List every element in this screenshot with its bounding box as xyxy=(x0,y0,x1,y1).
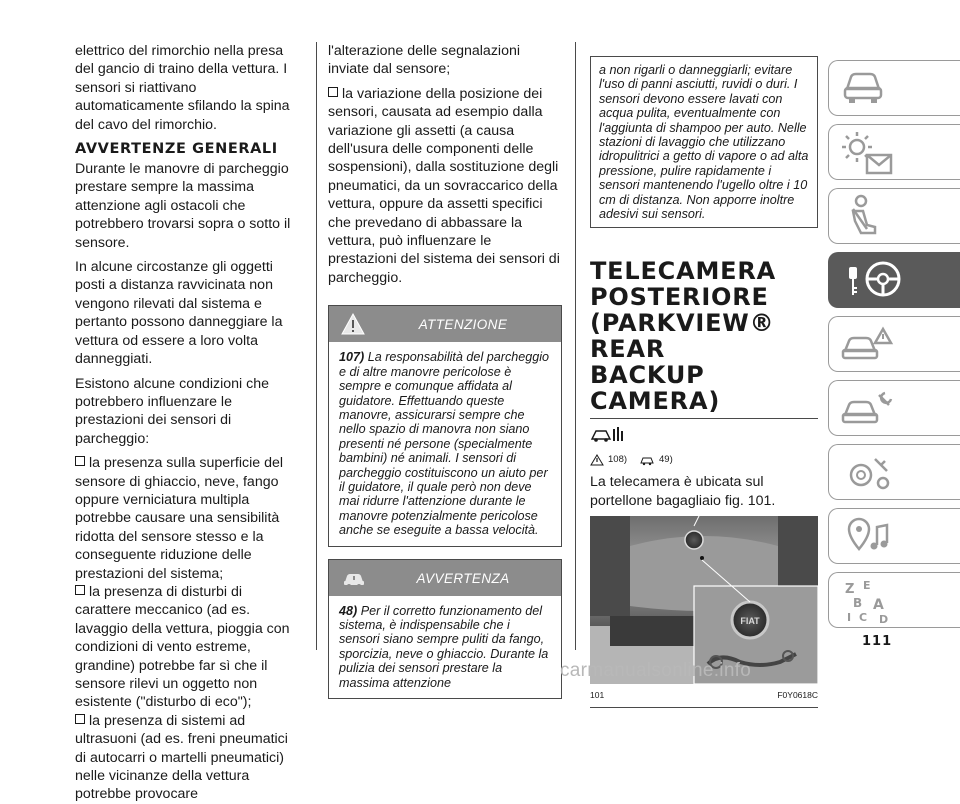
reference-number: 49) xyxy=(659,453,673,465)
figure-code: F0Y0618C xyxy=(777,690,818,701)
rear-camera-symbol-icon xyxy=(590,425,624,443)
attenzione-body xyxy=(329,342,561,545)
svg-text:B: B xyxy=(853,596,863,610)
attenzione-box xyxy=(328,305,562,546)
svg-text:I: I xyxy=(847,611,852,624)
attenzione-number: 107) xyxy=(339,350,365,365)
title-rule xyxy=(590,418,818,419)
page-number: 111 xyxy=(862,634,893,649)
bullet-text: la presenza di sistemi ad ultrasuoni (ad es. freni pneumatici di autocarri o martelli pneumatici) nelle vicinanze della vettura potrebbe provocare xyxy=(75,712,288,803)
section-heading-avvertenze: AVVERTENZE GENERALI xyxy=(75,141,278,158)
fiat-badge-text: FIAT xyxy=(740,616,760,627)
car-wrench-icon xyxy=(839,385,895,433)
bullet-text: la presenza di disturbi di carattere meccanico (ad es. lavaggio della vettura, pioggia con condizioni di vento estreme, grandine) potrebbe far sì che il sensore rilevi un oggetto non esistente ("disturbo di eco"); xyxy=(75,583,290,711)
section-title-telecamera xyxy=(590,258,818,414)
tab-safety[interactable] xyxy=(828,188,960,244)
navigation-music-icon xyxy=(839,513,895,561)
reference-number: 108) xyxy=(608,453,628,465)
car-crash-icon xyxy=(839,321,895,369)
watermark: carmanualsonline.info xyxy=(560,660,752,681)
bullet-item xyxy=(328,85,562,287)
continued-text: l'alterazione delle segnalazioni inviate dal sensore; xyxy=(328,43,521,78)
checkbox-bullet-icon xyxy=(328,87,338,97)
rear-tailgate-photo xyxy=(590,516,818,684)
tab-emergency[interactable] xyxy=(828,316,960,372)
tab-maintenance[interactable] xyxy=(828,380,960,436)
attenzione-title: ATTENZIONE xyxy=(418,317,508,333)
tab-dashboard[interactable] xyxy=(828,60,960,116)
attenzione-text: La responsabilità del parcheggio e di altre manovre pericolose è sempre e comunque affidata al guidatore. Effettuando queste manovre, assicurarsi sempre che nello spazio di manovra non siano presenti né persone (specialmente bambini) né animali. I sensori di parcheggio costituiscono un aiuto per il guidatore, il quale però non deve mai ridurre l'attenzione durante le manovre potenzialmente pericolose anche se eseguite a bassa velocità. xyxy=(339,350,550,538)
tab-technical-data[interactable] xyxy=(828,444,960,500)
key-steering-wheel-icon xyxy=(839,257,911,305)
figure-caption xyxy=(590,686,818,704)
avvertenza-continued-text: a non rigarli o danneggiarli; evitare l'uso di panni asciutti, ruvidi o duri. I sensori devono essere lavati con acqua pulita, eventualmente con l'aggiunta di shampoo per auto. Nelle stazioni di lavaggio che utilizzano idropulitrici a getto di vapore o ad alta pressione, pulire rapidamente i sensori mantenendo l'ugello oltre i 10 cm di distanza. Non apporre inoltre adesivi sui sensori. xyxy=(599,63,809,222)
seatbelt-passenger-icon xyxy=(839,193,887,241)
intro-paragraph: elettrico del rimorchio nella presa del gancio di traino della vettura. I sensori si riattivano automaticamente sfilando la spina del cavo del rimorchio. xyxy=(75,43,290,133)
warning-triangle-small-icon xyxy=(590,454,604,466)
tab-multimedia[interactable] xyxy=(828,508,960,564)
svg-text:Z: Z xyxy=(845,582,855,597)
title-line: (PARKVIEW® REAR xyxy=(590,309,775,364)
column-1 xyxy=(75,42,299,804)
svg-text:E: E xyxy=(863,579,871,592)
figure-number: 101 xyxy=(590,690,605,701)
bullet-item xyxy=(75,712,299,804)
bullet-text: la variazione della posizione dei sensori, causata ad esempio dalla variazione gli assetti (a causa dell'usura delle componenti delle sospensioni), dalla sostituzione degli pneumatici, da un sovraccarico della vettura, oppure da assetti specifici che prevedano di abbassare la vettura, può influenzare le prestazioni del sistema dei sensori di parcheggio. xyxy=(328,85,560,286)
checkbox-bullet-icon xyxy=(75,585,85,595)
title-line: BACKUP CAMERA) xyxy=(590,361,721,416)
title-line: TELECAMERA xyxy=(590,257,776,286)
tab-index[interactable] xyxy=(828,572,960,628)
figure-101 xyxy=(590,516,818,684)
checkbox-bullet-icon xyxy=(75,714,85,724)
tab-warning-lights[interactable] xyxy=(828,124,960,180)
column-3 xyxy=(590,42,818,708)
avvertenza-title: AVVERTENZA xyxy=(416,570,510,586)
car-front-icon xyxy=(839,65,887,109)
svg-text:D: D xyxy=(879,613,889,625)
avvertenza-continued-box xyxy=(590,56,818,228)
column-2 xyxy=(328,42,562,699)
avvertenza-box xyxy=(328,559,562,699)
bullet-item xyxy=(75,583,299,712)
paragraph-2: In alcune circostanze gli oggetti posti a distanza ravvicinata non vengono rilevati dal sistema e pertanto possono danneggiare la vettura od essere a loro volta danneggiati. xyxy=(75,259,283,368)
column-divider xyxy=(575,42,576,650)
figure-rule xyxy=(590,707,818,708)
checkbox-bullet-icon xyxy=(75,456,85,466)
tab-starting-driving[interactable] xyxy=(828,252,960,308)
avvertenza-number: 48) xyxy=(339,603,358,618)
car-caution-small-icon xyxy=(639,454,655,466)
camera-location-text: La telecamera è ubicata sul portellone bagagliaio fig. 101. xyxy=(590,474,776,509)
attenzione-header xyxy=(329,306,561,342)
reference-row xyxy=(590,451,818,469)
column-divider xyxy=(316,42,317,650)
sun-envelope-icon xyxy=(839,129,895,177)
svg-text:C: C xyxy=(859,611,868,624)
bullet-item xyxy=(75,454,299,583)
avvertenza-text: Per il corretto funzionamento del sistema, è indispensabile che i sensori siano sempre puliti da fango, sporcizia, neve o ghiaccio. Durante la pulizia dei sensori prestare la massima attenzione xyxy=(339,603,549,690)
title-line: POSTERIORE xyxy=(590,283,769,312)
gear-technical-icon xyxy=(839,449,895,497)
paragraph-3: Esistono alcune condizioni che potrebbero influenzare le prestazioni dei sensori di parcheggio: xyxy=(75,375,270,447)
avvertenza-header xyxy=(329,560,561,596)
svg-text:A: A xyxy=(873,597,884,613)
alphabetical-index-icon xyxy=(839,577,895,625)
bullet-text: la presenza sulla superficie del sensore di ghiaccio, neve, fango oppure verniciatura multipla potrebbe causare una sensibilità ridotta del sensore stesso e la conseguente riduzione delle prestazioni del sistema; xyxy=(75,455,284,582)
paragraph-1: Durante le manovre di parcheggio prestare sempre la massima attenzione agli ostacoli che potrebbero trovarsi sopra o sotto il sensore. xyxy=(75,161,291,251)
